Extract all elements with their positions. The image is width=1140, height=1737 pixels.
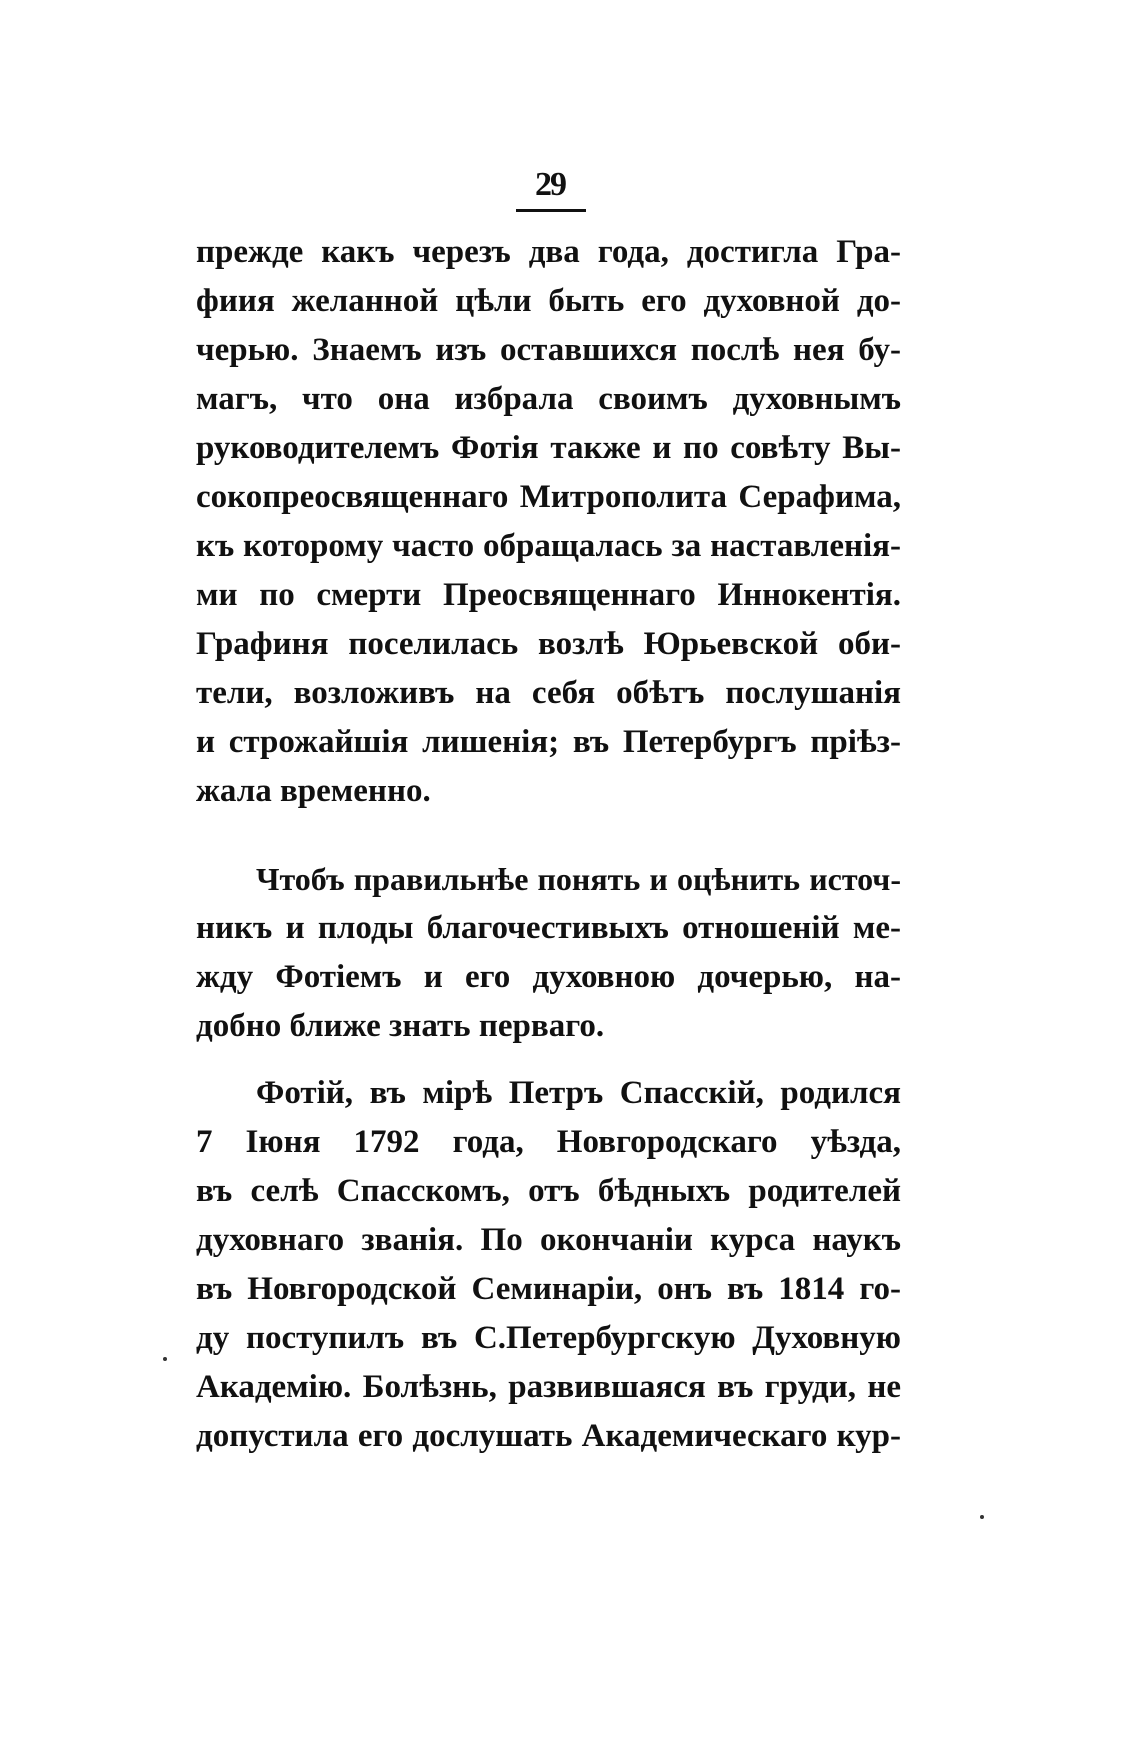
text-line: фиия желанной цѣли быть его духовной до- bbox=[196, 283, 901, 319]
text-line: черью. Знаемъ изъ оставшихся послѣ нея бу- bbox=[196, 332, 901, 368]
text-line: допустила его дослушать Академическаго кур- bbox=[196, 1418, 901, 1454]
text-line: къ которому часто обращалась за наставленія- bbox=[196, 528, 901, 564]
paragraph-3 bbox=[196, 1069, 901, 1461]
page-number: 29 bbox=[535, 166, 565, 203]
text-line: жала временно. bbox=[196, 773, 431, 809]
text-line: въ селѣ Спасскомъ, отъ бѣдныхъ родителей bbox=[196, 1173, 901, 1209]
text-line: руководителемъ Фотія также и по совѣту Вы- bbox=[196, 430, 901, 466]
text-line: Графиня поселилась возлѣ Юрьевской оби- bbox=[196, 626, 901, 662]
text-line: сокопреосвященнаго Митрополита Серафима, bbox=[196, 479, 901, 515]
text-line: магъ, что она избрала своимъ духовнымъ bbox=[196, 381, 901, 417]
text-line: и строжайшія лишенія; въ Петербургъ пріѣз- bbox=[196, 724, 901, 760]
paragraph-1 bbox=[196, 228, 901, 816]
text-line: никъ и плоды благочестивыхъ отношеній ме- bbox=[196, 910, 901, 946]
text-line: духовнаго званія. По окончаніи курса наукъ bbox=[196, 1222, 901, 1258]
text-line: ду поступилъ въ С.Петербургскую Духовную bbox=[196, 1320, 901, 1356]
text-line: 7 Іюня 1792 года, Новгородскаго уѣзда, bbox=[196, 1124, 901, 1160]
scan-speck bbox=[163, 1357, 167, 1361]
text-line: прежде какъ черезъ два года, достигла Гра- bbox=[196, 234, 901, 270]
scan-speck bbox=[980, 1515, 984, 1519]
paragraph-2 bbox=[196, 855, 901, 1051]
text-line: ми по смерти Преосвященнаго Иннокентія. bbox=[196, 577, 901, 613]
text-line: Академію. Болѣзнь, развившаяся въ груди, не bbox=[196, 1369, 901, 1405]
text-line: Чтобъ правильнѣе понять и оцѣнить источ- bbox=[256, 861, 901, 897]
text-line: въ Новгородской Семинаріи, онъ въ 1814 го- bbox=[196, 1271, 901, 1307]
text-line: Фотій, въ мірѣ Петръ Спасскій, родился bbox=[256, 1075, 901, 1111]
text-line: добно ближе знать перваго. bbox=[196, 1008, 605, 1044]
text-line: тели, возложивъ на себя обѣтъ послушанія bbox=[196, 675, 901, 711]
page-number-rule bbox=[516, 209, 586, 212]
text-line: жду Фотіемъ и его духовною дочерью, на- bbox=[196, 959, 901, 995]
